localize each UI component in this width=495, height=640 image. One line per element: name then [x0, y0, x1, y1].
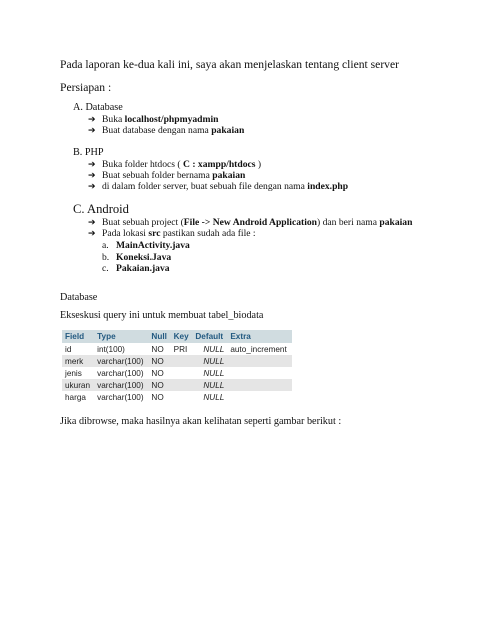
section-b-item-2	[88, 170, 245, 181]
item-text: pastikan sudah ada file :	[160, 228, 256, 239]
column-header: Field	[62, 330, 94, 343]
item-bold-text: pakaian	[379, 217, 413, 228]
table-cell	[171, 379, 193, 391]
table-cell: merk	[62, 355, 94, 367]
table-cell: NULL	[192, 391, 227, 403]
item-bold-text: index.php	[307, 181, 349, 192]
arrow-right-icon: ➔	[88, 229, 96, 239]
table-cell: NO	[148, 391, 170, 403]
item-bold-text: src	[148, 228, 161, 239]
item-text: Buka folder htdocs (	[102, 159, 183, 170]
table-cell	[171, 391, 193, 403]
column-header: Default	[192, 330, 227, 343]
section-a-label: A. Database	[73, 102, 123, 113]
file-list-item	[102, 263, 170, 274]
item-bold-text: localhost/phpmyadmin	[124, 114, 219, 125]
table-row	[62, 379, 292, 391]
table-header-row	[62, 330, 292, 343]
table-row	[62, 355, 292, 367]
table-cell	[227, 379, 292, 391]
file-list-item	[102, 252, 171, 263]
table-cell: id	[62, 343, 94, 355]
item-text: Pada lokasi	[102, 228, 149, 239]
file-list-item	[102, 240, 190, 251]
list-letter: a.	[102, 240, 109, 251]
arrow-right-icon: ➔	[88, 160, 96, 170]
table-row	[62, 367, 292, 379]
table-cell: PRI	[171, 343, 193, 355]
arrow-right-icon: ➔	[88, 182, 96, 192]
table-cell: varchar(100)	[94, 391, 148, 403]
list-letter: b.	[102, 252, 110, 263]
table-cell: jenis	[62, 367, 94, 379]
intro-paragraph: Pada laporan ke-dua kali ini, saya akan menjelaskan tentang client server	[60, 58, 399, 71]
arrow-right-icon: ➔	[88, 171, 96, 181]
section-a-item-1	[88, 114, 219, 125]
table-cell: varchar(100)	[94, 355, 148, 367]
table-cell	[171, 367, 193, 379]
section-c-item-2	[88, 228, 256, 239]
file-name: Koneksi.Java	[116, 252, 172, 263]
file-name: Pakaian.java	[116, 263, 170, 274]
table-cell: NULL	[192, 379, 227, 391]
item-text: Buat sebuah project (	[102, 217, 184, 228]
table-cell: NO	[148, 367, 170, 379]
column-header: Type	[94, 330, 148, 343]
table-cell: NULL	[192, 367, 227, 379]
database-heading: Database	[60, 292, 98, 303]
table-cell: ukuran	[62, 379, 94, 391]
file-name: MainActivity.java	[116, 240, 190, 251]
arrow-right-icon: ➔	[88, 218, 96, 228]
table-cell: int(100)	[94, 343, 148, 355]
table-cell	[227, 355, 292, 367]
arrow-right-icon: ➔	[88, 115, 96, 125]
item-text: Buka	[102, 114, 125, 125]
item-text: Buat database dengan nama	[102, 125, 212, 136]
table-row	[62, 391, 292, 403]
table-cell: NO	[148, 379, 170, 391]
table-cell: NULL	[192, 355, 227, 367]
persiapan-heading: Persiapan :	[60, 81, 112, 94]
item-bold-text: C : xampp/htdocs	[183, 159, 256, 170]
biodata-structure-table	[62, 330, 292, 403]
table-cell	[227, 391, 292, 403]
arrow-right-icon: ➔	[88, 126, 96, 136]
column-header: Extra	[227, 330, 292, 343]
section-c-label: C. Android	[73, 202, 129, 216]
item-text: di dalam folder server, buat sebuah file dengan nama	[102, 181, 308, 192]
item-bold-text: File -> New Android Application	[183, 217, 318, 228]
table-cell	[227, 367, 292, 379]
item-bold-text: pakaian	[211, 125, 245, 136]
section-c-item-1	[88, 217, 412, 228]
table-cell: NO	[148, 355, 170, 367]
table-cell: varchar(100)	[94, 367, 148, 379]
item-text: ) dan beri nama	[317, 217, 380, 228]
item-text: Buat sebuah folder bernama	[102, 170, 213, 181]
item-bold-text: pakaian	[212, 170, 246, 181]
table-cell: NO	[148, 343, 170, 355]
section-b-label: B. PHP	[73, 147, 104, 158]
table-row	[62, 343, 292, 355]
browse-result-text: Jika dibrowse, maka hasilnya akan kelihatan seperti gambar berikut :	[60, 416, 342, 427]
list-letter: c.	[102, 263, 109, 274]
table-cell: auto_increment	[227, 343, 292, 355]
table-cell: NULL	[192, 343, 227, 355]
section-b-item-3	[88, 181, 348, 192]
table-cell: harga	[62, 391, 94, 403]
table-cell: varchar(100)	[94, 379, 148, 391]
section-b-item-1	[88, 159, 261, 170]
query-instruction: Ekseskusi query ini untuk membuat tabel_biodata	[60, 310, 264, 321]
column-header: Key	[171, 330, 193, 343]
item-text: )	[255, 159, 262, 170]
table-cell	[171, 355, 193, 367]
section-a-item-2	[88, 125, 244, 136]
column-header: Null	[148, 330, 170, 343]
